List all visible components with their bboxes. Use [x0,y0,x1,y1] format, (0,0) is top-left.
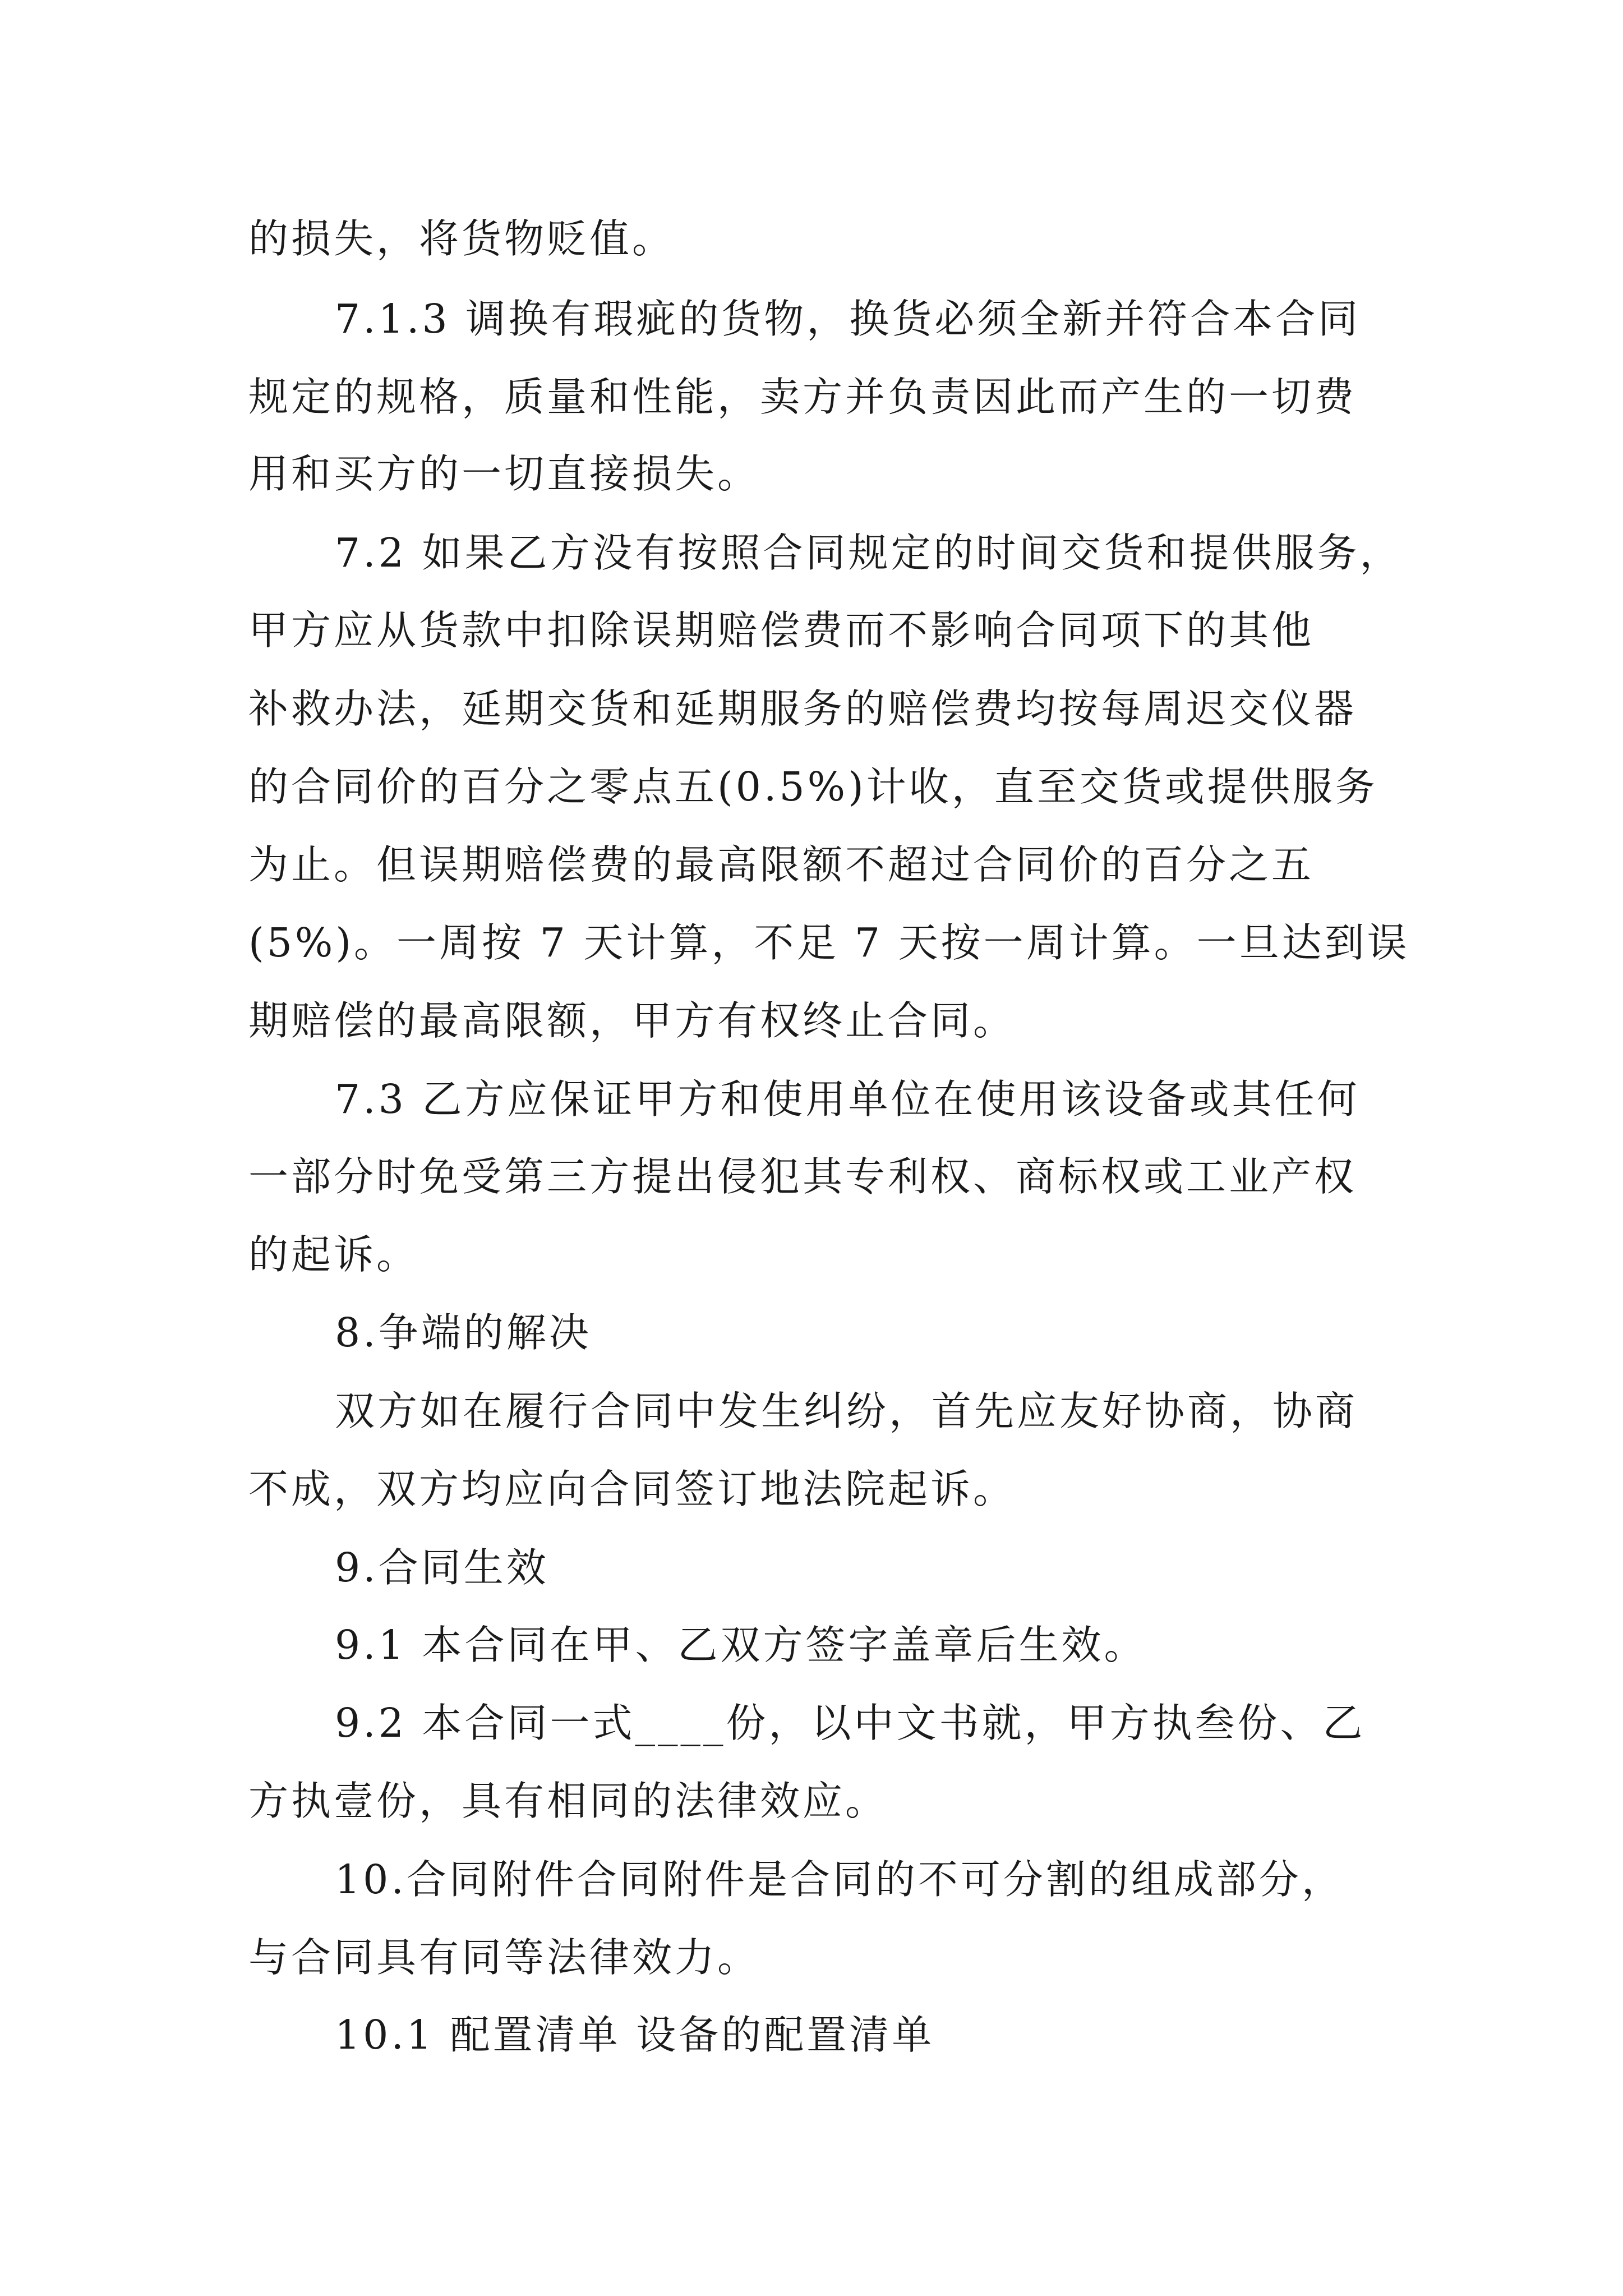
text-line: 9.1 本合同在甲、乙双方签字盖章后生效。 [335,1622,1147,1668]
text-line: (5%)。一周按 7 天计算，不足 7 天按一周计算。一旦达到误 [248,919,1410,966]
text-line: 补救办法，延期交货和延期服务的赔偿费均按每周迟交仪器 [248,685,1357,732]
text-line: 的合同价的百分之零点五(0.5%)计收，直至交货或提供服务 [248,763,1378,810]
text-line: 用和买方的一切直接损失。 [248,450,760,497]
text-line: 双方如在履行合同中发生纠纷，首先应友好协商，协商 [335,1388,1358,1434]
text-line: 为止。但误期赔偿费的最高限额不超过合同价的百分之五 [248,841,1315,888]
text-line: 不成，双方均应向合同签订地法院起诉。 [248,1466,1016,1512]
text-line: 7.2 如果乙方没有按照合同规定的时间交货和提供服务， [335,530,1403,576]
text-line: 规定的规格，质量和性能，卖方并负责因此而产生的一切费 [248,374,1357,420]
text-line: 9.2 本合同一式____份，以中文书就，甲方执叁份、乙 [335,1700,1366,1746]
text-line: 方执壹份，具有相同的法律效应。 [248,1778,888,1824]
text-line: 甲方应从货款中扣除误期赔偿费而不影响合同项下的其他 [248,607,1315,654]
section-heading: 9.合同生效 [335,1544,549,1591]
text-line: 的损失，将货物贬值。 [248,215,675,262]
text-line: 期赔偿的最高限额，甲方有权终止合同。 [248,997,1016,1044]
text-line: 7.3 乙方应保证甲方和使用单位在使用该设备或其任何 [335,1076,1360,1122]
section-heading: 10.合同附件合同附件是合同的不可分割的组成部分， [335,1856,1344,1903]
text-line: 10.1 配置清单 设备的配置清单 [335,2012,935,2058]
text-line: 7.1.3 调换有瑕疵的货物，换货必须全新并符合本合同 [335,296,1361,342]
text-line: 一部分时免受第三方提出侵犯其专利权、商标权或工业产权 [248,1153,1357,1200]
section-heading: 8.争端的解决 [335,1309,592,1356]
text-line: 的起诉。 [248,1231,419,1278]
text-line: 与合同具有同等法律效力。 [248,1934,760,1981]
